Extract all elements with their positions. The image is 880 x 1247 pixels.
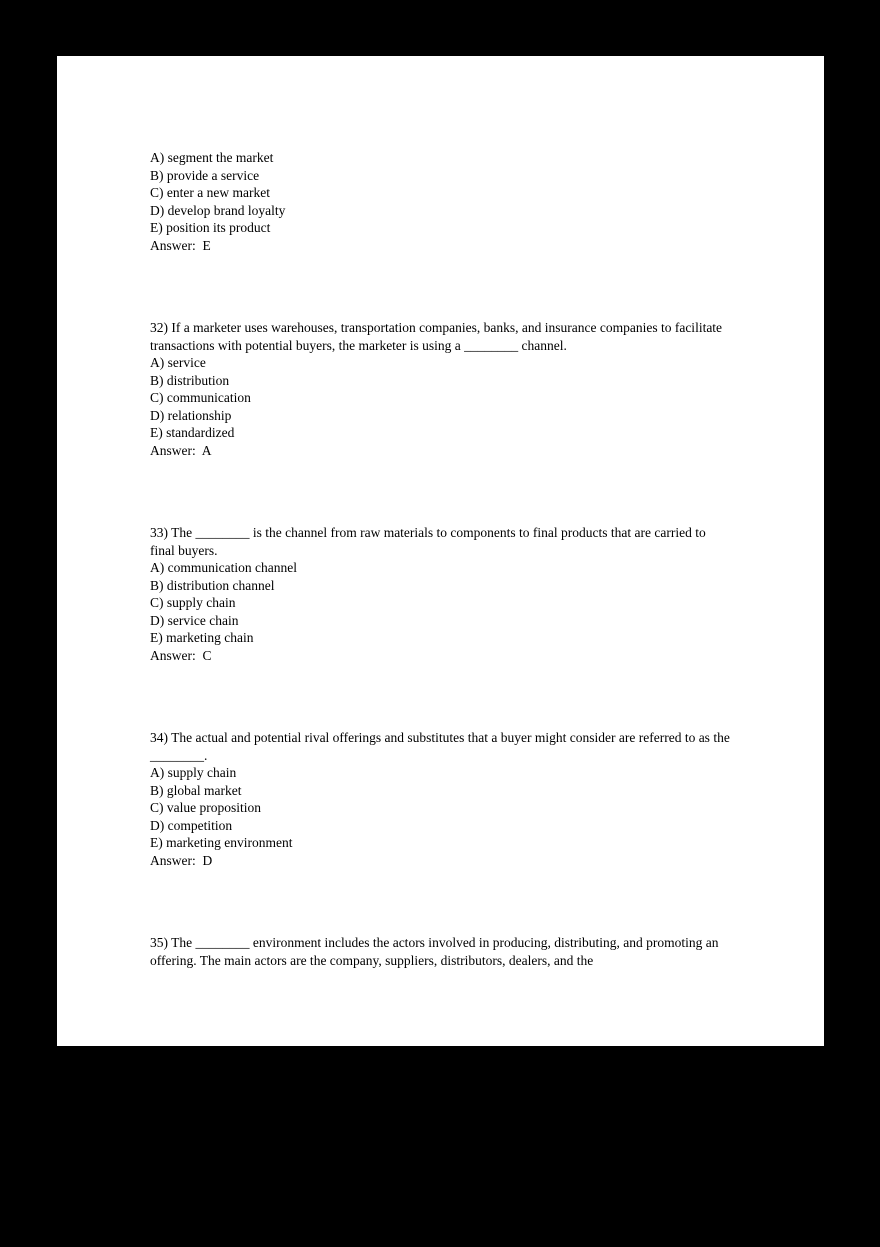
question-block-32 xyxy=(150,319,730,459)
option-line: C) supply chain xyxy=(150,595,236,610)
option-line: A) supply chain xyxy=(150,765,237,780)
option-line: B) distribution channel xyxy=(150,577,275,593)
option-line: C) communication xyxy=(150,390,251,405)
option-line: E) position its product xyxy=(150,220,271,235)
question-text: 33) The ________ is the channel from raw materials to components to final products that are carried to final buyers. xyxy=(150,525,710,558)
option-line: D) competition xyxy=(150,817,233,833)
question-block-33 xyxy=(150,524,730,664)
question-text: 32) If a marketer uses warehouses, transportation companies, banks, and insurance companies to facilitate transactions with potential buyers, the marketer is using a ________ channel. xyxy=(150,320,726,353)
option-line: D) develop brand loyalty xyxy=(150,202,286,218)
answer-line: Answer: E xyxy=(150,237,211,253)
option-line: B) global market xyxy=(150,782,242,798)
answer-line: Answer: C xyxy=(150,647,212,663)
question-text: 34) The actual and potential rival offerings and substitutes that a buyer might consider are referred to as the ________. xyxy=(150,730,734,763)
question-block-31-options xyxy=(150,149,730,254)
option-line: E) standardized xyxy=(150,425,235,440)
option-line: D) relationship xyxy=(150,407,232,423)
option-line: C) enter a new market xyxy=(150,185,270,200)
option-line: C) value proposition xyxy=(150,800,261,815)
question-block-35 xyxy=(150,934,730,969)
option-line: A) service xyxy=(150,355,206,370)
option-line: E) marketing chain xyxy=(150,630,254,645)
question-text: 35) The ________ environment includes the actors involved in producing, distributing, and promoting an offering. The main actors are the company, suppliers, distributors, dealers, and the xyxy=(150,935,722,968)
option-line: B) provide a service xyxy=(150,167,260,183)
option-line: D) service chain xyxy=(150,612,239,628)
page-content xyxy=(150,149,734,969)
option-line: A) segment the market xyxy=(150,150,274,165)
option-line: E) marketing environment xyxy=(150,835,293,850)
question-block-34 xyxy=(150,729,734,869)
answer-line: Answer: D xyxy=(150,852,213,868)
answer-line: Answer: A xyxy=(150,442,212,458)
option-line: B) distribution xyxy=(150,372,230,388)
option-line: A) communication channel xyxy=(150,560,297,575)
document-page xyxy=(57,56,824,1046)
